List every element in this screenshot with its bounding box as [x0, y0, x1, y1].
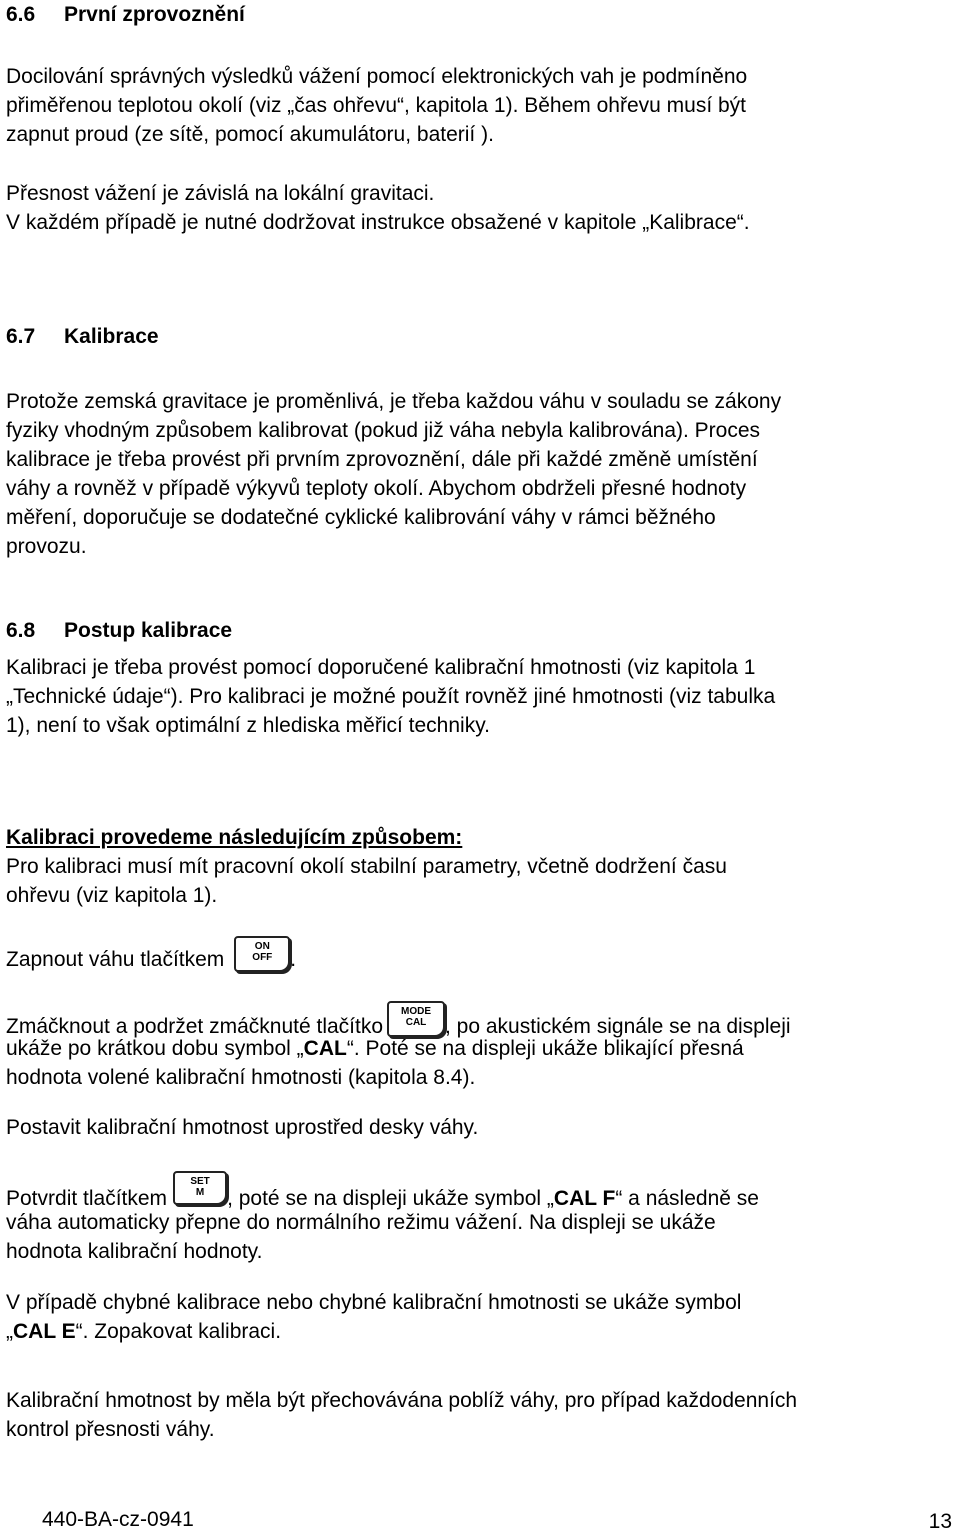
- paragraph-line: „Technické údaje“). Pro kalibraci je možné použít rovněž jiné hmotnosti (viz tabulka: [6, 685, 776, 708]
- step-text: , poté se na displeji ukáže symbol „: [227, 1187, 554, 1210]
- step-text: „: [6, 1320, 13, 1343]
- paragraph-line: V případě chybné kalibrace nebo chybné kalibrační hmotnosti se ukáže symbol: [6, 1291, 742, 1314]
- paragraph-line: kalibrace je třeba provést při prvním zprovoznění, dále při každé změně umístění: [6, 448, 758, 471]
- section-number: 6.6: [6, 3, 36, 26]
- procedure-heading: Kalibraci provedeme následujícím způsobem:: [6, 826, 463, 849]
- paragraph-line: 1), není to však optimální z hlediska měřicí techniky.: [6, 714, 490, 737]
- paragraph-line: Kalibrační hmotnost by měla být přechovávána poblíž váhy, pro případ každodenních: [6, 1389, 798, 1412]
- paragraph-line: hodnota volené kalibrační hmotnosti (kapitola 8.4).: [6, 1066, 476, 1089]
- mode-cal-key-icon: [387, 1001, 445, 1037]
- section-6-7-heading: [6, 322, 960, 351]
- cal-symbol: CAL: [303, 1037, 347, 1060]
- paragraph-line: Docilování správných výsledků vážení pomocí elektronických vah je podmíněno: [6, 65, 748, 88]
- section-title: Kalibrace: [64, 325, 159, 348]
- key-label: CAL: [405, 1017, 427, 1028]
- section-6-8-heading: [6, 616, 960, 645]
- step-text: ukáže po krátkou dobu symbol „: [6, 1037, 304, 1060]
- paragraph-line: ohřevu (viz kapitola 1).: [6, 884, 218, 907]
- footer-doc-id: 440-BA-cz-0941: [42, 1508, 194, 1531]
- paragraph-line: měření, doporučuje se dodatečné cyklické kalibrování váhy v rámci běžného: [6, 506, 716, 529]
- step-error-line2: [6, 1317, 960, 1346]
- section-6-6-heading: [6, 0, 960, 29]
- paragraph-line: váhy a rovněž v případě výkyvů teploty okolí. Abychom obdrželi přesné hodnoty: [6, 477, 747, 500]
- step-text: Zapnout váhu tlačítkem: [6, 948, 225, 971]
- paragraph-line: Přesnost vážení je závislá na lokální gravitaci.: [6, 182, 435, 205]
- paragraph-line: V každém případě je nutné dodržovat instrukce obsažené v kapitole „Kalibrace“.: [6, 211, 750, 234]
- step-text: .: [290, 948, 297, 971]
- on-off-key-icon: [234, 936, 290, 972]
- paragraph-line: kontrol přesnosti váhy.: [6, 1418, 215, 1441]
- paragraph-line: váha automaticky přepne do normálního režimu vážení. Na displeji se ukáže: [6, 1211, 716, 1234]
- step-hold-mode-line2: [6, 1034, 960, 1063]
- cal-e-symbol: CAL E: [13, 1320, 76, 1343]
- paragraph-line: Pro kalibraci musí mít pracovní okolí stabilní parametry, včetně dodržení času: [6, 855, 727, 878]
- step-text: , po akustickém signále se na displeji: [445, 1015, 791, 1038]
- section-title: Postup kalibrace: [64, 619, 233, 642]
- paragraph-line: Protože zemská gravitace je proměnlivá, je třeba každou váhu v souladu se zákony: [6, 390, 782, 413]
- key-label: OFF: [252, 952, 273, 963]
- key-label: ON: [254, 941, 270, 952]
- paragraph-line: Kalibraci je třeba provést pomocí doporučené kalibrační hmotnosti (viz kapitola 1: [6, 656, 756, 679]
- step-text: “ a následně se: [615, 1187, 759, 1210]
- key-label: MODE: [401, 1006, 432, 1017]
- section-number: 6.8: [6, 619, 36, 642]
- step-text: “. Zopakovat kalibraci.: [75, 1320, 282, 1343]
- footer-page-number: 13: [928, 1510, 952, 1533]
- cal-f-symbol: CAL F: [553, 1187, 616, 1210]
- paragraph-line: provozu.: [6, 535, 87, 558]
- step-switch-on: [6, 938, 960, 974]
- paragraph-line: zapnut proud (ze sítě, pomocí akumulátoru, baterií ).: [6, 123, 494, 146]
- key-label: M: [195, 1187, 205, 1198]
- paragraph-line: hodnota kalibrační hodnoty.: [6, 1240, 263, 1263]
- step-text: Potvrdit tlačítkem: [6, 1187, 168, 1210]
- section-title: První zprovoznění: [64, 3, 245, 26]
- key-label: SET: [190, 1176, 210, 1187]
- paragraph-line: fyziky vhodným způsobem kalibrovat (pokud již váha nebyla kalibrována). Proces: [6, 419, 761, 442]
- set-m-key-icon: [173, 1171, 227, 1205]
- paragraph-line: přiměřenou teplotou okolí (viz „čas ohřevu“, kapitola 1). Během ohřevu musí být: [6, 94, 747, 117]
- step-text: Zmáčknout a podržet zmáčknuté tlačítko: [6, 1015, 384, 1038]
- step-place-weight: Postavit kalibrační hmotnost uprostřed desky váhy.: [6, 1116, 479, 1139]
- step-text: “. Poté se na displeji ukáže blikající přesná: [346, 1037, 744, 1060]
- section-number: 6.7: [6, 325, 36, 348]
